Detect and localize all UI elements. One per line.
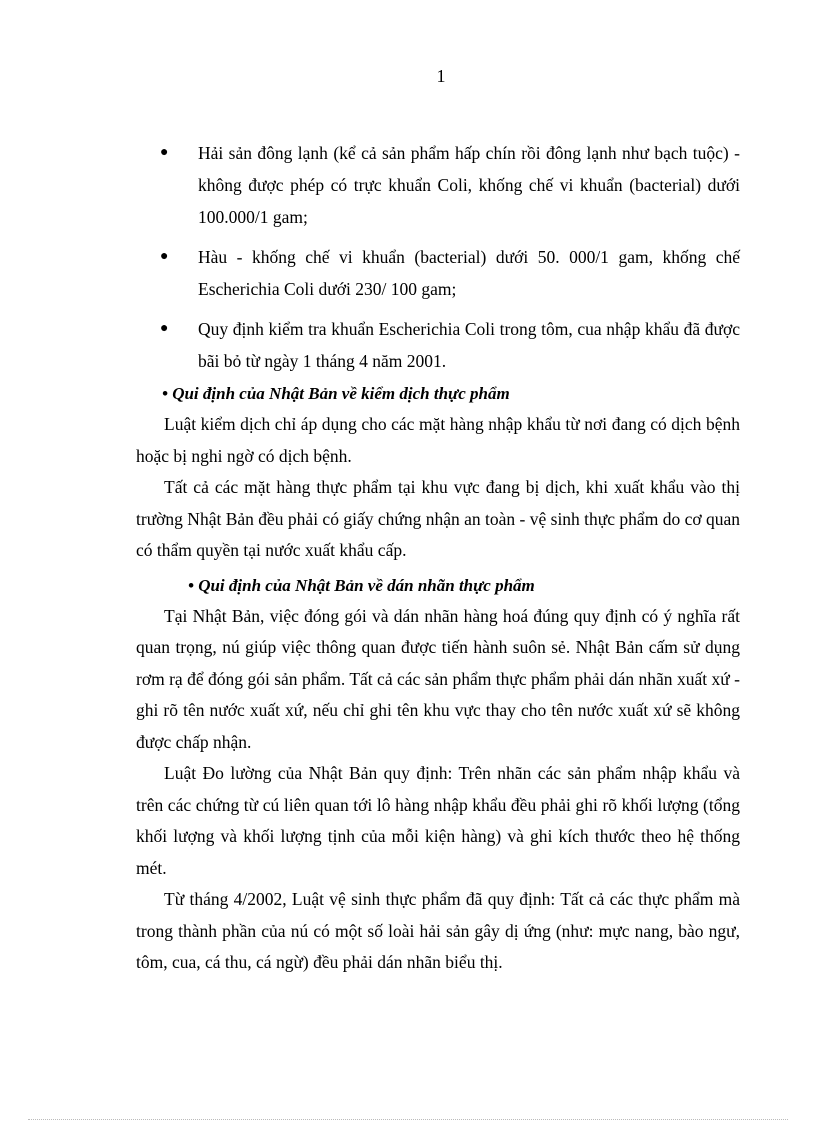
list-item-text: Quy định kiểm tra khuẩn Escherichia Coli trong tôm, cua nhập khẩu đã được bãi bỏ từ ngày 1 tháng 4 năm 2001. bbox=[198, 319, 740, 371]
page-bottom-divider bbox=[28, 1119, 788, 1120]
list-item bbox=[160, 241, 740, 305]
page-number: 1 bbox=[436, 66, 446, 86]
paragraph: Luật Đo lường của Nhật Bản quy định: Trên nhãn các sản phẩm nhập khẩu và trên các chứng từ cú liên quan tới lô hàng nhập khẩu đều phải ghi rõ khối lượng (tổng khối lượng và khối lượng tịnh của mỗi kiện hàng) và ghi kích thước theo hệ thống mét. bbox=[136, 763, 740, 878]
paragraph: Từ tháng 4/2002, Luật vệ sinh thực phẩm đã quy định: Tất cả các thực phẩm mà trong thành phần của nú có một số loài hải sản gây dị ứng (như: mực nang, bào ngư, tôm, cua, cá thu, cá ngừ) đều phải dán nhãn biểu thị. bbox=[136, 889, 740, 972]
list-item-text: Hàu - khống chế vi khuẩn (bacterial) dưới 50. 000/1 gam, khống chế Escherichia Coli dưới 230/ 100 gam; bbox=[198, 247, 740, 299]
section-heading-labeling: • Qui định của Nhật Bản về dán nhãn thực phẩm bbox=[188, 575, 535, 595]
section-heading-quarantine: • Qui định của Nhật Bản về kiểm dịch thực phẩm bbox=[162, 384, 510, 403]
bullet-icon: ● bbox=[160, 145, 169, 160]
bullet-icon: ● bbox=[160, 321, 169, 336]
list-item-text: Hải sản đông lạnh (kể cả sản phẩm hấp chín rồi đông lạnh như bạch tuộc) - không được phép có trực khuẩn Coli, khống chế vi khuẩn (bacterial) dưới 100.000/1 gam; bbox=[198, 143, 740, 227]
list-item bbox=[160, 313, 740, 377]
paragraph: Luật kiểm dịch chỉ áp dụng cho các mặt hàng nhập khẩu từ nơi đang có dịch bệnh hoặc bị nghi ngờ có dịch bệnh. bbox=[136, 414, 740, 466]
bullet-icon: ● bbox=[160, 249, 169, 264]
paragraph: Tại Nhật Bản, việc đóng gói và dán nhãn hàng hoá đúng quy định có ý nghĩa rất quan trọng, nú giúp việc thông quan được tiến hành suôn sẻ. Nhật Bản cấm sử dụng rơm rạ để đóng gói sản phẩm. Tất cả các sản phẩm thực phẩm phải dán nhãn xuất xứ - ghi rõ tên nước xuất xứ, nếu chỉ ghi tên khu vực thay cho tên nước xuất xứ sẽ không được chấp nhận. bbox=[136, 605, 740, 752]
document-body bbox=[136, 137, 740, 979]
list-item bbox=[160, 137, 740, 233]
paragraph: Tất cả các mặt hàng thực phẩm tại khu vực đang bị dịch, khi xuất khẩu vào thị trường Nhật Bản đều phải có giấy chứng nhận an toàn - vệ sinh thực phẩm do cơ quan có thẩm quyền tại nước xuất khẩu cấp. bbox=[136, 477, 740, 560]
